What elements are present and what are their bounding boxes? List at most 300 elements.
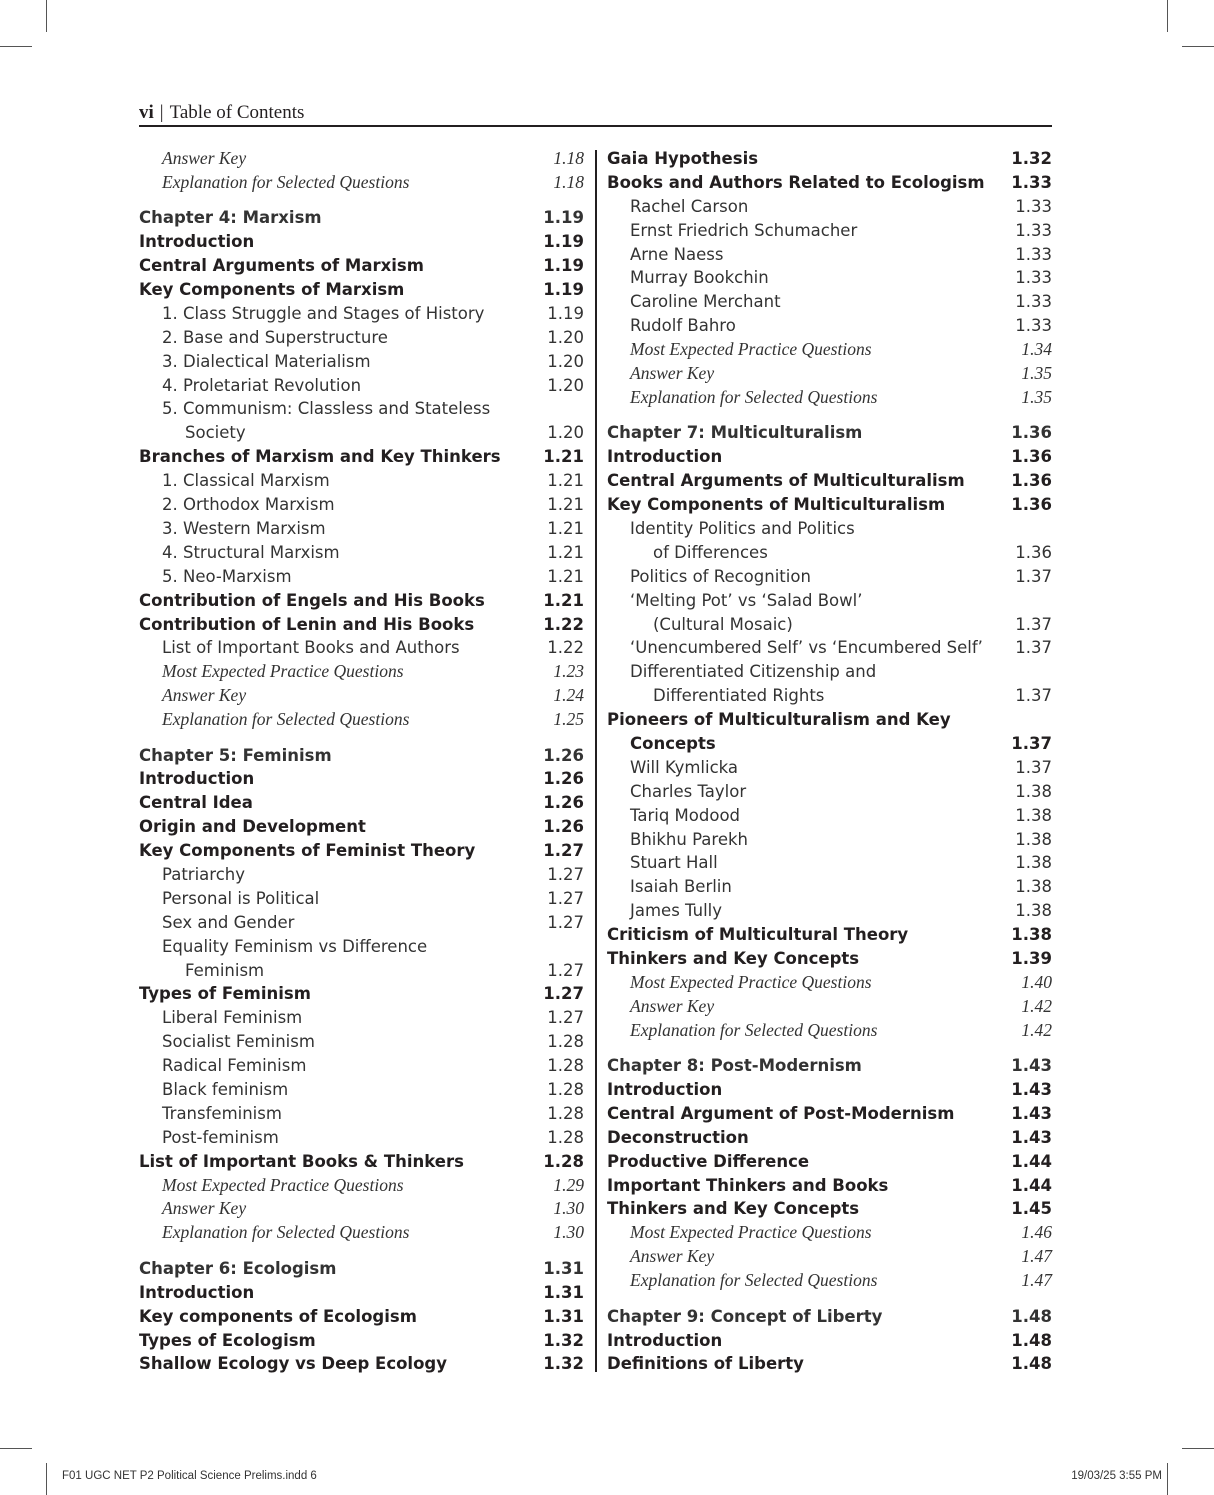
- toc-entry: [607, 314, 1052, 338]
- toc-entry-title: Caroline Merchant: [630, 292, 781, 312]
- toc-entry: [607, 1078, 1052, 1102]
- toc-entry-page: 1.37: [1015, 566, 1052, 586]
- header-title: Table of Contents: [169, 102, 305, 123]
- toc-entry-page: 1.31: [543, 1258, 584, 1278]
- toc-entry: [607, 147, 1052, 171]
- toc-entry-page: 1.21: [547, 495, 584, 515]
- toc-entry: [607, 899, 1052, 923]
- toc-entry-title: James Tully: [630, 901, 723, 921]
- toc-entry: [139, 1174, 584, 1198]
- toc-entry-title: Explanation for Selected Questions: [630, 386, 878, 407]
- toc-entry-title: Most Expected Practice Questions: [630, 339, 872, 360]
- toc-entry-page: 1.26: [543, 817, 584, 837]
- toc-entry: [139, 1126, 584, 1150]
- toc-entry-page: 1.22: [547, 638, 584, 658]
- toc-entry-title: Black feminism: [162, 1080, 289, 1100]
- toc-entry-page: 1.45: [1011, 1199, 1052, 1219]
- toc-entry-page: 1.24: [553, 685, 584, 706]
- toc-entry: [607, 219, 1052, 243]
- toc-entry-page: 1.35: [1021, 386, 1052, 407]
- toc-entry: [139, 469, 584, 493]
- toc-entry-page: 1.34: [1021, 339, 1052, 360]
- toc-entry-page: 1.31: [543, 1282, 584, 1302]
- toc-entry-page: 1.28: [547, 1127, 584, 1147]
- toc-entry-page: 1.36: [1011, 471, 1052, 491]
- toc-entry: [607, 445, 1052, 469]
- toc-entry: [139, 839, 584, 863]
- toc-entry-title: Key Components of Feminist Theory: [139, 841, 476, 861]
- toc-entry-page: 1.27: [547, 1008, 584, 1028]
- toc-entry-page: 1.21: [547, 471, 584, 491]
- toc-entry-title: Books and Authors Related to Ecologism: [607, 172, 985, 192]
- toc-entry-title: Most Expected Practice Questions: [630, 1222, 872, 1243]
- toc-entry-title: 3. Western Marxism: [162, 518, 326, 538]
- toc-entry: [607, 469, 1052, 493]
- toc-entry: [139, 206, 584, 230]
- toc-entry-title: Tariq Modood: [630, 805, 741, 825]
- toc-entry-page: 1.23: [553, 661, 584, 682]
- toc-entry-title: ‘Melting Pot’ vs ‘Salad Bowl’: [630, 590, 863, 610]
- toc-entry-title: 3. Dialectical Materialism: [162, 351, 371, 371]
- toc-entry-page: 1.32: [543, 1354, 584, 1374]
- toc-entry-title: Types of Feminism: [139, 984, 311, 1004]
- toc-left-column: [139, 147, 584, 1376]
- toc-entry: [139, 1257, 584, 1281]
- toc-entry: [139, 445, 584, 469]
- toc-entry: [607, 947, 1052, 971]
- toc-entry: [607, 517, 1052, 541]
- page-number: vi: [139, 102, 154, 123]
- toc-entry-title: Explanation for Selected Questions: [630, 1270, 878, 1291]
- toc-entry: [139, 684, 584, 708]
- toc-entry-page: 1.47: [1021, 1246, 1052, 1267]
- toc-entry-title: Chapter 8: Post-Modernism: [607, 1056, 862, 1076]
- toc-entry-page: 1.28: [547, 1032, 584, 1052]
- toc-entry-title: Central Arguments of Multiculturalism: [607, 471, 965, 491]
- toc-entry-page: 1.25: [553, 709, 584, 730]
- toc-entry-page: 1.30: [553, 1198, 584, 1219]
- toc-entry: [139, 660, 584, 684]
- toc-entry-title: Feminism: [185, 960, 265, 980]
- toc-entry-page: 1.22: [543, 614, 584, 634]
- toc-right-column: [607, 147, 1052, 1376]
- toc-entry-page: 1.33: [1015, 196, 1052, 216]
- toc-entry-title: 4. Structural Marxism: [162, 542, 340, 562]
- crop-mark: [1167, 0, 1168, 32]
- toc-entry-title: List of Important Books and Authors: [162, 638, 460, 658]
- toc-entry-page: 1.21: [543, 447, 584, 467]
- toc-entry-page: 1.33: [1011, 172, 1052, 192]
- header-rule: [139, 125, 1052, 127]
- toc-entry-title: Chapter 6: Ecologism: [139, 1258, 337, 1278]
- toc-entry-page: 1.48: [1011, 1354, 1052, 1374]
- toc-entry: [607, 1221, 1052, 1245]
- toc-entry-page: 1.27: [543, 841, 584, 861]
- toc-entry-page: 1.26: [543, 769, 584, 789]
- toc-entry-page: 1.38: [1015, 829, 1052, 849]
- toc-entry: [607, 1102, 1052, 1126]
- toc-entry: [139, 767, 584, 791]
- toc-entry-title: Charles Taylor: [630, 781, 747, 801]
- toc-entry-title: Thinkers and Key Concepts: [607, 948, 860, 968]
- toc-entry-title: 2. Base and Superstructure: [162, 327, 388, 347]
- toc-entry-page: 1.20: [547, 327, 584, 347]
- toc-entry-page: 1.46: [1021, 1222, 1052, 1243]
- toc-entry-page: 1.35: [1021, 363, 1052, 383]
- toc-entry: [607, 1352, 1052, 1376]
- toc-entry-title: Transfeminism: [162, 1103, 282, 1123]
- toc-entry: [139, 815, 584, 839]
- toc-entry-title: Productive Difference: [607, 1151, 810, 1171]
- toc-entry: [607, 875, 1052, 899]
- toc-entry-title: Bhikhu Parekh: [630, 829, 748, 849]
- toc-entry: [139, 935, 584, 959]
- toc-entry-title: Contribution of Engels and His Books: [139, 590, 485, 610]
- running-header: [139, 100, 1052, 126]
- crop-mark: [1167, 1463, 1168, 1495]
- toc-entry-page: 1.37: [1015, 686, 1052, 706]
- toc-entry: [139, 708, 584, 732]
- toc-entry-page: 1.19: [543, 208, 584, 228]
- toc-entry-page: 1.28: [543, 1151, 584, 1171]
- toc-entry-page: 1.21: [547, 542, 584, 562]
- toc-entry-title: Contribution of Lenin and His Books: [139, 614, 475, 634]
- toc-entry-page: 1.28: [547, 1103, 584, 1123]
- toc-entry: [607, 1126, 1052, 1150]
- toc-entry: [607, 636, 1052, 660]
- toc-entry-page: 1.19: [543, 280, 584, 300]
- column-divider: [595, 150, 597, 1372]
- toc-entry: [139, 1006, 584, 1030]
- toc-entry-title: 1. Classical Marxism: [162, 471, 330, 491]
- toc-entry-page: 1.36: [1011, 495, 1052, 515]
- toc-entry-title: Introduction: [139, 232, 255, 252]
- toc-entry-page: 1.38: [1011, 925, 1052, 945]
- toc-entry-title: Radical Feminism: [162, 1056, 307, 1076]
- toc-entry: [139, 1329, 584, 1353]
- toc-entry-page: 1.27: [547, 960, 584, 980]
- toc-entry-title: Answer Key: [162, 1198, 247, 1219]
- toc-entry: [607, 171, 1052, 195]
- toc-entry-title: Politics of Recognition: [630, 566, 811, 586]
- toc-entry-page: 1.47: [1021, 1270, 1052, 1291]
- toc-entry-title: of Differences: [653, 542, 768, 562]
- toc-entry-page: 1.18: [553, 147, 584, 168]
- toc-entry-page: 1.39: [1011, 948, 1052, 968]
- toc-entry-title: Key components of Ecologism: [139, 1306, 417, 1326]
- toc-entry: [607, 362, 1052, 386]
- toc-entry-title: Differentiated Citizenship and: [630, 662, 877, 682]
- toc-entry: [607, 1245, 1052, 1269]
- toc-entry-title: Central Argument of Post-Modernism: [607, 1103, 955, 1123]
- toc-entry-page: 1.44: [1011, 1151, 1052, 1171]
- toc-entry-page: 1.36: [1011, 423, 1052, 443]
- toc-entry-title: Key Components of Marxism: [139, 280, 405, 300]
- toc-entry: [139, 565, 584, 589]
- toc-entry: [139, 421, 584, 445]
- toc-entry-page: 1.43: [1011, 1127, 1052, 1147]
- toc-entry-title: 4. Proletariat Revolution: [162, 375, 362, 395]
- toc-entry: [139, 493, 584, 517]
- toc-entry-title: Murray Bookchin: [630, 268, 769, 288]
- toc-entry-title: List of Important Books & Thinkers: [139, 1151, 464, 1171]
- toc-entry: [139, 863, 584, 887]
- toc-entry-page: 1.37: [1015, 757, 1052, 777]
- toc-entry: [139, 230, 584, 254]
- toc-entry-page: 1.43: [1011, 1080, 1052, 1100]
- crop-mark: [46, 1463, 47, 1495]
- toc-entry-title: Will Kymlicka: [630, 757, 739, 777]
- crop-mark: [1182, 1448, 1214, 1449]
- toc-entry-title: Introduction: [139, 1282, 255, 1302]
- toc-entry-title: Stuart Hall: [630, 853, 718, 873]
- toc-entry: [607, 708, 1052, 732]
- toc-entry-title: Explanation for Selected Questions: [162, 1222, 410, 1243]
- toc-entry: [607, 1197, 1052, 1221]
- toc-entry-page: 1.18: [553, 171, 584, 192]
- toc-entry-page: 1.20: [547, 351, 584, 371]
- toc-entry: [607, 195, 1052, 219]
- toc-entry-title: Arne Naess: [630, 244, 724, 264]
- toc-entry: [607, 1305, 1052, 1329]
- toc-entry-title: ‘Unencumbered Self’ vs ‘Encumbered Self’: [630, 638, 983, 658]
- toc-entry-page: 1.37: [1015, 638, 1052, 658]
- toc-entry-page: 1.42: [1021, 995, 1052, 1016]
- toc-entry-title: Answer Key: [162, 685, 247, 706]
- toc-entry-page: 1.27: [543, 984, 584, 1004]
- toc-entry: [607, 971, 1052, 995]
- toc-entry-title: Definitions of Liberty: [607, 1354, 804, 1374]
- toc-entry: [607, 1150, 1052, 1174]
- toc-entry-title: Criticism of Multicultural Theory: [607, 925, 909, 945]
- toc-entry-page: 1.33: [1015, 268, 1052, 288]
- toc-entry: [139, 1102, 584, 1126]
- toc-entry: [139, 1281, 584, 1305]
- toc-entry-title: Chapter 4: Marxism: [139, 208, 322, 228]
- toc-entry: [139, 302, 584, 326]
- toc-entry: [607, 338, 1052, 362]
- toc-entry-title: Explanation for Selected Questions: [630, 1019, 878, 1040]
- toc-entry-title: Answer Key: [162, 147, 247, 168]
- toc-entry-title: Patriarchy: [162, 865, 245, 884]
- toc-entry-title: Shallow Ecology vs Deep Ecology: [139, 1354, 447, 1374]
- toc-entry-title: Liberal Feminism: [162, 1008, 303, 1028]
- toc-entry-page: 1.30: [553, 1222, 584, 1243]
- toc-entry-page: 1.28: [547, 1080, 584, 1100]
- toc-entry: [607, 421, 1052, 445]
- toc-entry: [139, 326, 584, 350]
- toc-entry-title: Most Expected Practice Questions: [162, 661, 404, 682]
- toc-entry-page: 1.44: [1011, 1175, 1052, 1195]
- toc-entry: [139, 541, 584, 565]
- toc-entry-page: 1.20: [547, 423, 584, 443]
- toc-entry-page: 1.27: [547, 865, 584, 884]
- toc-entry: [607, 1054, 1052, 1078]
- toc-entry-title: Personal is Political: [162, 888, 320, 908]
- toc-entry: [139, 374, 584, 398]
- toc-entry: [139, 517, 584, 541]
- toc-entry: [607, 1174, 1052, 1198]
- header-separator: |: [159, 102, 164, 123]
- toc-entry: [607, 1269, 1052, 1293]
- crop-mark: [46, 0, 47, 32]
- toc-entry-title: 1. Class Struggle and Stages of History: [162, 303, 485, 323]
- toc-entry-page: 1.38: [1015, 853, 1052, 873]
- toc-entry: [607, 828, 1052, 852]
- toc-entry: [139, 1150, 584, 1174]
- toc-entry-title: Ernst Friedrich Schumacher: [630, 220, 858, 240]
- toc-entry-page: 1.27: [547, 888, 584, 908]
- toc-entry-page: 1.48: [1011, 1306, 1052, 1326]
- toc-entry: [607, 804, 1052, 828]
- toc-entry-page: 1.21: [547, 566, 584, 586]
- toc-entry-page: 1.37: [1011, 733, 1052, 753]
- toc-entry-title: Answer Key: [630, 1246, 715, 1267]
- toc-entry: [607, 756, 1052, 780]
- toc-entry-title: (Cultural Mosaic): [653, 614, 793, 634]
- toc-entry-title: Identity Politics and Politics: [630, 518, 855, 538]
- toc-entry-title: Key Components of Multiculturalism: [607, 495, 946, 515]
- toc-entry-title: Isaiah Berlin: [630, 877, 732, 897]
- toc-entry-title: Post-feminism: [162, 1127, 279, 1147]
- toc-entry: [607, 386, 1052, 410]
- toc-entry: [607, 660, 1052, 684]
- crop-mark: [1182, 46, 1214, 47]
- toc-entry: [139, 1305, 584, 1329]
- toc-entry-title: Branches of Marxism and Key Thinkers: [139, 447, 501, 467]
- toc-entry-page: 1.26: [543, 745, 584, 765]
- toc-entry-title: Pioneers of Multiculturalism and Key: [607, 710, 951, 730]
- toc-entry-title: Central Idea: [139, 793, 253, 813]
- toc-entry-page: 1.26: [543, 793, 584, 813]
- toc-entry-page: 1.29: [553, 1174, 584, 1195]
- toc-entry-title: Thinkers and Key Concepts: [607, 1199, 860, 1219]
- toc-entry-page: 1.36: [1011, 447, 1052, 467]
- toc-entry-page: 1.27: [547, 912, 584, 932]
- toc-entry-page: 1.36: [1015, 542, 1052, 562]
- toc-entry-title: Equality Feminism vs Difference: [162, 936, 428, 956]
- toc-entry-page: 1.40: [1021, 971, 1052, 992]
- toc-entry-page: 1.38: [1015, 877, 1052, 897]
- toc-entry-title: Differentiated Rights: [653, 686, 825, 706]
- toc-entry: [607, 1019, 1052, 1043]
- toc-entry: [139, 1030, 584, 1054]
- toc-entry-page: 1.19: [547, 303, 584, 323]
- toc-entry-title: Most Expected Practice Questions: [630, 971, 872, 992]
- toc-entry-title: Introduction: [139, 769, 255, 789]
- toc-entry-page: 1.33: [1015, 292, 1052, 312]
- toc-entry-title: Chapter 9: Concept of Liberty: [607, 1306, 883, 1326]
- toc-entry-page: 1.37: [1015, 614, 1052, 634]
- toc-entry: [139, 350, 584, 374]
- toc-entry-title: Deconstruction: [607, 1127, 749, 1147]
- toc-entry: [607, 995, 1052, 1019]
- toc-entry: [607, 780, 1052, 804]
- toc-entry-title: Introduction: [607, 447, 723, 467]
- toc-entry-page: 1.38: [1015, 901, 1052, 921]
- toc-entry: [139, 744, 584, 768]
- toc-entry-page: 1.33: [1015, 244, 1052, 264]
- toc-entry-title: Rachel Carson: [630, 196, 749, 216]
- toc-entry-title: 5. Communism: Classless and Stateless: [162, 399, 491, 419]
- toc-entry: [607, 684, 1052, 708]
- toc-entry: [139, 398, 584, 422]
- toc-entry: [607, 290, 1052, 314]
- toc-entry: [139, 959, 584, 983]
- toc-entry-page: 1.19: [543, 232, 584, 252]
- toc-entry: [139, 147, 584, 171]
- toc-entry-page: 1.33: [1015, 220, 1052, 240]
- toc-entry-title: Chapter 7: Multiculturalism: [607, 423, 863, 443]
- toc-entry-title: Important Thinkers and Books: [607, 1175, 889, 1195]
- toc-entry: [139, 791, 584, 815]
- toc-entry-title: Answer Key: [630, 363, 715, 383]
- toc-entry-title: Introduction: [607, 1080, 723, 1100]
- toc-entry: [139, 1221, 584, 1245]
- toc-entry-title: Socialist Feminism: [162, 1032, 315, 1052]
- toc-entry: [139, 171, 584, 195]
- footer-file-name: F01 UGC NET P2 Political Science Prelims.indd 6: [62, 1470, 317, 1482]
- toc-entry: [139, 887, 584, 911]
- toc-entry-title: Introduction: [607, 1330, 723, 1350]
- toc-entry-title: Society: [185, 423, 246, 443]
- toc-entry-page: 1.43: [1011, 1056, 1052, 1076]
- toc-entry: [607, 851, 1052, 875]
- toc-entry-page: 1.42: [1021, 1019, 1052, 1040]
- toc-entry-page: 1.48: [1011, 1330, 1052, 1350]
- toc-entry-page: 1.28: [547, 1056, 584, 1076]
- toc-entry-page: 1.43: [1011, 1103, 1052, 1123]
- toc-entry-page: 1.38: [1015, 805, 1052, 825]
- toc-entry: [607, 565, 1052, 589]
- footer-timestamp: 19/03/25 3:55 PM: [1071, 1470, 1162, 1482]
- toc-entry-page: 1.31: [543, 1306, 584, 1326]
- toc-entry: [607, 493, 1052, 517]
- toc-entry: [607, 923, 1052, 947]
- toc-entry: [139, 636, 584, 660]
- crop-mark: [0, 46, 32, 47]
- toc-entry-title: Most Expected Practice Questions: [162, 1174, 404, 1195]
- toc-entry: [607, 732, 1052, 756]
- toc-entry-title: Rudolf Bahro: [630, 316, 736, 336]
- toc-entry-page: 1.21: [543, 590, 584, 610]
- toc-entry: [139, 1078, 584, 1102]
- crop-mark: [0, 1448, 32, 1449]
- toc-entry-page: 1.33: [1015, 316, 1052, 336]
- toc-entry: [139, 982, 584, 1006]
- toc-entry: [139, 613, 584, 637]
- toc-entry-title: Concepts: [630, 733, 716, 753]
- toc-entry: [139, 254, 584, 278]
- toc-entry: [139, 911, 584, 935]
- toc-entry-title: Sex and Gender: [162, 912, 295, 932]
- toc-entry-page: 1.19: [543, 256, 584, 276]
- toc-entry-title: Central Arguments of Marxism: [139, 256, 424, 276]
- toc-entry-page: 1.32: [1011, 148, 1052, 168]
- toc-entry-title: Origin and Development: [139, 817, 366, 837]
- toc-entry-title: 2. Orthodox Marxism: [162, 495, 335, 515]
- toc-entry-title: Explanation for Selected Questions: [162, 709, 410, 730]
- toc-entry: [607, 243, 1052, 267]
- toc-entry-title: Chapter 5: Feminism: [139, 745, 332, 765]
- toc-entry: [139, 1352, 584, 1376]
- toc-entry-title: Types of Ecologism: [139, 1330, 316, 1350]
- toc-entry-page: 1.38: [1015, 781, 1052, 801]
- toc-entry-title: Gaia Hypothesis: [607, 148, 759, 168]
- toc-entry: [139, 1197, 584, 1221]
- toc-entry: [607, 613, 1052, 637]
- toc-entry: [607, 266, 1052, 290]
